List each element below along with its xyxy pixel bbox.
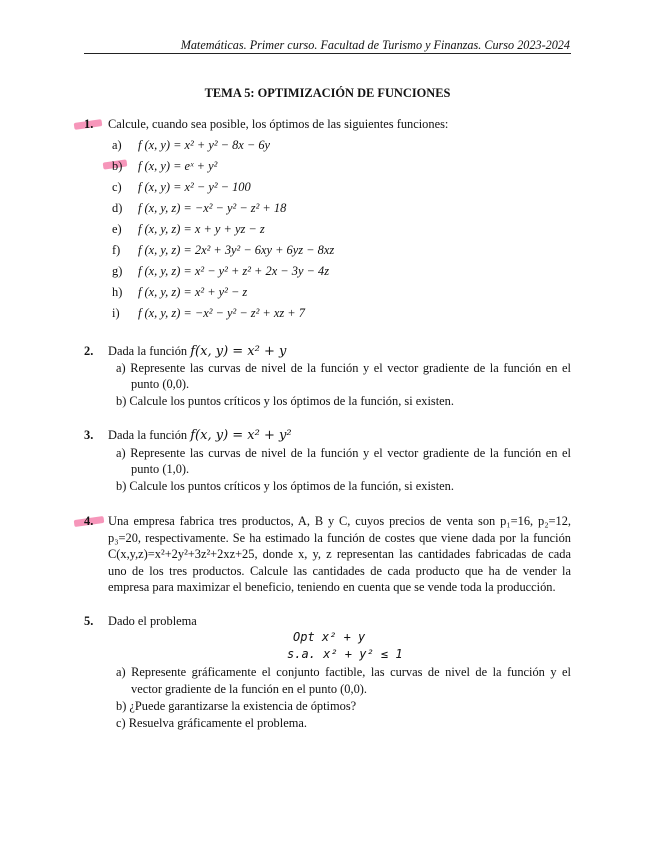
q1-item-expr: f (x, y) = x² + y² − 8x − 6y <box>138 138 271 152</box>
q4-number: 4. <box>84 514 94 528</box>
q2-part-a: a) Represente las curvas de nivel de la función y el vector gradiente de la función en el <box>116 361 571 375</box>
q1-item-label: e) <box>112 222 122 236</box>
q1-item-label: c) <box>112 180 122 194</box>
q1-item-expr: f (x, y) = x² − y² − 100 <box>138 180 251 194</box>
q3-number: 3. <box>84 428 94 442</box>
q2-number: 2. <box>84 344 94 358</box>
q1-item-label: b) <box>112 159 123 173</box>
q2-part-a-cont: punto (0,0). <box>131 377 190 391</box>
page-header: Matemáticas. Primer curso. Facultad de Turismo y Finanzas. Curso 2023-2024 <box>180 38 570 52</box>
q5-constraint: s.a. x² + y² ≤ 1 <box>287 647 403 661</box>
q1-item-label: d) <box>112 201 123 215</box>
q1-item-label: g) <box>112 264 123 278</box>
q5-part-b: b) ¿Puede garantizarse la existencia de óptimos? <box>116 699 357 713</box>
page-title: TEMA 5: OPTIMIZACIÓN DE FUNCIONES <box>204 86 451 100</box>
q3-function: f(x, y) = x² + y² <box>190 428 292 443</box>
q1-item-expr: f (x, y, z) = x + y + yz − z <box>138 222 265 236</box>
q5-part-a: a) Represente gráficamente el conjunto factible, las curvas de nivel de la función y el <box>116 665 571 679</box>
q4-line: Una empresa fabrica tres productos, A, B y C, cuyos precios de venta son p₁=16, p₂=12, <box>108 514 571 528</box>
q1-item-expr: f (x, y, z) = 2x² + 3y² − 6xy + 6yz − 8xz <box>138 243 335 257</box>
q3-part-a: a) Represente las curvas de nivel de la función y el vector gradiente de la función en el <box>116 446 571 460</box>
q1-item-label: f) <box>112 243 121 257</box>
q4-line: C(x,y,z)=x²+2y²+3z²+2xz+25, donde x, y, z representan las cantidades fabricadas de cada <box>108 547 571 561</box>
q1-item-expr: f (x, y, z) = −x² − y² − z² + xz + 7 <box>138 306 305 320</box>
q1-number: 1. <box>84 117 94 131</box>
header-rule <box>84 53 571 54</box>
q1-item-expr: f (x, y, z) = −x² − y² − z² + 18 <box>138 201 287 215</box>
q4-line: p₃=20, respectivamente. Se ha estimado la función de costes que viene dada por la función <box>108 531 571 545</box>
q1-text: Calcule, cuando sea posible, los óptimos de las siguientes funciones: <box>108 117 449 131</box>
q3-part-a-cont: punto (1,0). <box>131 462 190 476</box>
q1-item-label: a) <box>112 138 122 152</box>
q2-intro-text: Dada la función <box>108 344 188 358</box>
q1-item-expr: f (x, y) = eˣ + y² <box>138 159 218 173</box>
q1-item-label: h) <box>112 285 123 299</box>
q2-part-b: b) Calcule los puntos críticos y los óptimos de la función, si existen. <box>116 394 454 408</box>
q3-part-b: b) Calcule los puntos críticos y los óptimos de la función, si existen. <box>116 479 454 493</box>
q3-intro <box>108 428 292 443</box>
q4-line: uno de los tres productos. Calcule las cantidades de cada producto que ha de vender la <box>108 564 571 578</box>
q1-item-expr: f (x, y, z) = x² − y² + z² + 2x − 3y − 4z <box>138 264 330 278</box>
q5-part-a-cont: vector gradiente de la función en el punto (0,0). <box>131 682 368 696</box>
q1-item-expr: f (x, y, z) = x² + y² − z <box>138 285 248 299</box>
q5-intro: Dado el problema <box>108 614 197 628</box>
q2-intro <box>108 344 286 359</box>
q2-function: f(x, y) = x² + y <box>190 344 287 359</box>
q5-objective: Opt x² + y <box>293 630 366 644</box>
q3-intro-text: Dada la función <box>108 428 188 442</box>
q5-part-c: c) Resuelva gráficamente el problema. <box>116 716 307 730</box>
q4-line: empresa para maximizar el beneficio, teniendo en cuenta que se vende toda la producción. <box>108 580 556 594</box>
q1-item-label: i) <box>112 306 120 320</box>
q5-number: 5. <box>84 614 94 628</box>
